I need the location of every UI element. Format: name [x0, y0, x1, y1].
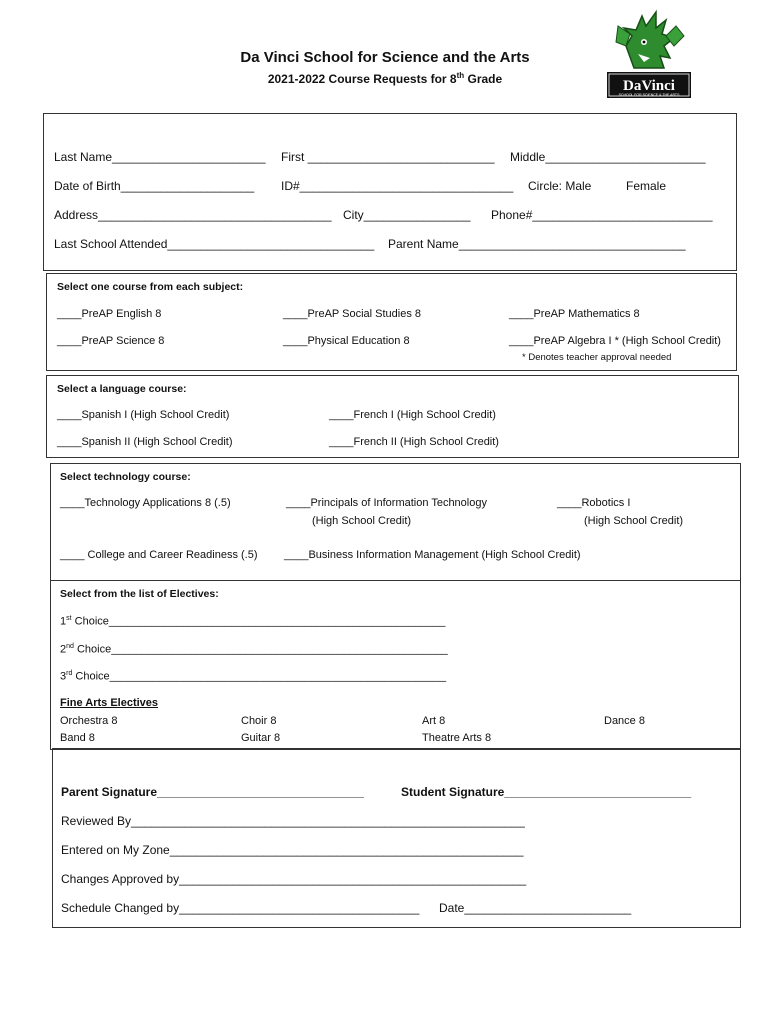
elective-choir: Choir 8: [241, 715, 277, 727]
language-heading: Select a language course:: [57, 383, 187, 395]
gender-female-option[interactable]: Female: [626, 179, 667, 193]
college-career-option[interactable]: ____ College and Career Readiness (.5): [60, 549, 258, 561]
form-title: Da Vinci School for Science and the Arts: [240, 49, 530, 66]
spanish-2-option[interactable]: ____Spanish II (High School Credit): [57, 436, 233, 448]
student-signature-field[interactable]: Student Signature____________________________: [401, 785, 692, 799]
elective-choice-3[interactable]: 3rd Choice_______________________________________________________: [60, 670, 447, 683]
schedule-changed-field[interactable]: Schedule Changed by____________________________________: [61, 901, 420, 915]
elective-orchestra: Orchestra 8: [60, 715, 118, 727]
entered-on-myzone-field[interactable]: Entered on My Zone_____________________________________________________: [61, 843, 524, 857]
address-field[interactable]: Address___________________________________: [54, 208, 332, 222]
last-school-field[interactable]: Last School Attended_______________________________: [54, 237, 375, 251]
fine-arts-heading: Fine Arts Electives: [60, 697, 159, 709]
date-field[interactable]: Date_________________________: [439, 901, 632, 915]
robotics-option[interactable]: ____Robotics I: [557, 497, 631, 509]
preap-social-studies-option[interactable]: ____PreAP Social Studies 8: [283, 308, 421, 320]
preap-math-option[interactable]: ____PreAP Mathematics 8: [509, 308, 640, 320]
preap-algebra-option[interactable]: ____PreAP Algebra I * (High School Credit): [509, 335, 721, 347]
core-heading: Select one course from each subject:: [57, 281, 244, 293]
principles-it-credit: (High School Credit): [312, 515, 412, 527]
form-subtitle: 2021-2022 Course Requests for 8th Grade: [267, 71, 503, 86]
approval-note: * Denotes teacher approval needed: [522, 352, 672, 363]
middle-name-field[interactable]: Middle________________________: [510, 150, 706, 164]
physical-education-option[interactable]: ____Physical Education 8: [283, 335, 410, 347]
principles-it-option[interactable]: ____Principals of Information Technology: [286, 497, 487, 509]
elective-art: Art 8: [422, 715, 446, 727]
elective-guitar: Guitar 8: [241, 732, 281, 744]
gender-male-option[interactable]: Circle: Male: [528, 179, 592, 193]
business-info-mgmt-option[interactable]: ____Business Information Management (High School Credit): [284, 549, 581, 561]
phone-field[interactable]: Phone#___________________________: [491, 208, 713, 222]
preap-science-option[interactable]: ____PreAP Science 8: [57, 335, 165, 347]
french-1-option[interactable]: ____French I (High School Credit): [329, 409, 496, 421]
davinci-dragon-logo: [604, 6, 694, 104]
last-name-field[interactable]: Last Name_______________________: [54, 150, 266, 164]
svg-text:DaVinci: DaVinci: [623, 78, 675, 94]
elective-band: Band 8: [60, 732, 95, 744]
first-name-field[interactable]: First ____________________________: [281, 150, 495, 164]
parent-signature-field[interactable]: Parent Signature_______________________________: [61, 785, 364, 799]
elective-dance: Dance 8: [604, 715, 645, 727]
parent-name-field[interactable]: Parent Name__________________________________: [388, 237, 686, 251]
spanish-1-option[interactable]: ____Spanish I (High School Credit): [57, 409, 230, 421]
reviewed-by-field[interactable]: Reviewed By___________________________________________________________: [61, 814, 525, 828]
elective-choice-1[interactable]: 1st Choice_______________________________________________________: [60, 615, 446, 628]
preap-english-option[interactable]: ____PreAP English 8: [57, 308, 162, 320]
elective-theatre: Theatre Arts 8: [422, 732, 492, 744]
electives-heading: Select from the list of Electives:: [60, 588, 219, 600]
date-of-birth-field[interactable]: Date of Birth____________________: [54, 179, 255, 193]
robotics-credit: (High School Credit): [584, 515, 684, 527]
svg-text:SCHOOL FOR SCIENCE & THE ARTS: SCHOOL FOR SCIENCE & THE ARTS: [618, 93, 680, 97]
city-field[interactable]: City________________: [343, 208, 471, 222]
id-field[interactable]: ID#________________________________: [281, 179, 514, 193]
technology-heading: Select technology course:: [60, 471, 191, 483]
changes-approved-field[interactable]: Changes Approved by____________________________________________________: [61, 872, 527, 886]
technology-applications-option[interactable]: ____Technology Applications 8 (.5): [60, 497, 231, 509]
french-2-option[interactable]: ____French II (High School Credit): [329, 436, 499, 448]
elective-choice-2[interactable]: 2nd Choice_______________________________________________________: [60, 643, 448, 656]
